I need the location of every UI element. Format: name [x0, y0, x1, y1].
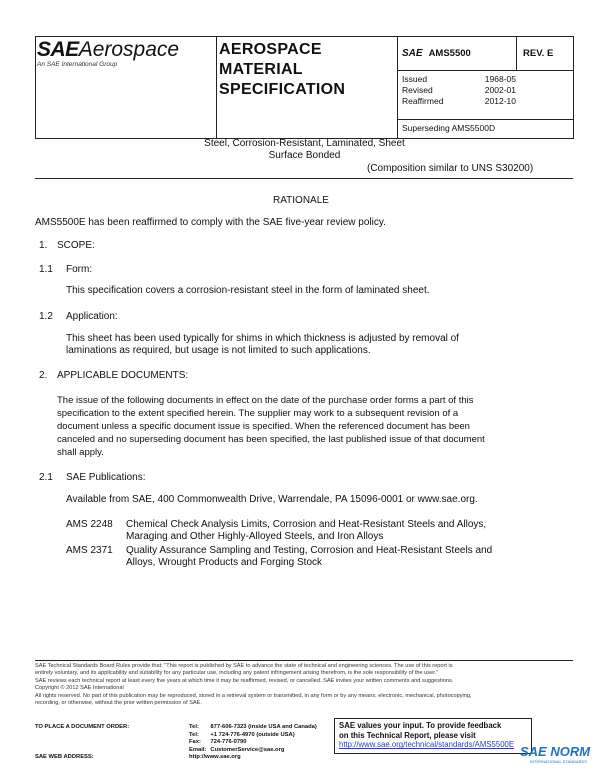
subject: Steel, Corrosion-Resistant, Laminated, Sheet Surface Bonded	[204, 138, 405, 161]
logo-light: Aerospace	[78, 38, 180, 61]
composition: (Composition similar to UNS S30200)	[367, 163, 534, 174]
order-info: TO PLACE A DOCUMENT ORDER: Tel: 877-606-7323 (inside USA and Canada) Tel: +1 724-776-4970 (outside USA) Fax: 724-776-0790 Email: CustomerService@sae.org SAE WEB ADDRESS: http://www.sae.org	[35, 724, 321, 762]
section-title: APPLICABLE DOCUMENTS:	[57, 370, 189, 381]
dates-block: Issued 1968-05 Revised 2002-01 Reaffirmed 2012-10	[402, 74, 516, 106]
subject-divider	[35, 178, 573, 179]
section-text: This sheet has been used typically for shims in which thickness is adjusted by removal of	[66, 333, 459, 344]
header-divider	[397, 36, 398, 138]
section-number: 1.1	[39, 264, 53, 275]
header-divider	[397, 119, 573, 120]
page-title: AEROSPACE MATERIAL SPECIFICATION	[219, 41, 346, 98]
header-divider	[397, 70, 573, 71]
section-title: Form:	[66, 264, 93, 275]
section-title: SCOPE:	[57, 240, 95, 251]
ref-title: Chemical Check Analysis Limits, Corrosion and Heat-Resistant Steels and Alloys,	[126, 519, 487, 530]
section-text: laminations as required, but usage is not limited to such applications.	[66, 345, 371, 356]
sae-aerospace-logo	[37, 38, 179, 62]
ams-number: SAE AMS5500	[402, 48, 471, 59]
sae-mark: SAE	[402, 48, 423, 59]
watermark-logo: SAE NORM	[520, 744, 591, 759]
section-number: 1.	[39, 240, 48, 251]
feedback-link[interactable]: http://www.sae.org/technical/standards/AMS5500E	[339, 740, 515, 750]
section-title: SAE Publications:	[66, 472, 146, 483]
ref-code: AMS 2248	[66, 519, 113, 530]
section-number: 2.	[39, 370, 48, 381]
section-number: 1.2	[39, 311, 53, 322]
ref-title: Maraging and Other Highly-Alloyed Steels, and Iron Alloys	[126, 531, 384, 542]
section-text: Available from SAE, 400 Commonwealth Drive, Warrendale, PA 15096-0001 or www.sae.org.	[66, 494, 478, 505]
section-paragraph: The issue of the following documents in effect on the date of the purchase order forms a part of this specification to the extent specified herein. The supplier may work to a subsequent revision of a document unless a specific document issue is specified. When the referenced document has been canceled and no superseding document has been specified, the last published issue of that document shall apply.	[57, 395, 485, 458]
logo-bold: SAE	[37, 38, 79, 61]
rationale-text: AMS5500E has been reaffirmed to comply with the SAE five-year review policy.	[35, 217, 386, 228]
ref-title: Quality Assurance Sampling and Testing, Corrosion and Heat-Resistant Steels and	[126, 545, 493, 556]
rationale-heading: RATIONALE	[273, 195, 329, 206]
header-divider	[516, 36, 517, 70]
ref-title: Alloys, Wrought Products and Forging Stock	[126, 557, 323, 568]
superseding: Superseding AMS5500D	[402, 123, 496, 133]
header-divider	[216, 36, 217, 138]
footer-divider	[35, 660, 573, 661]
web-address-link[interactable]: http://www.sae.org	[189, 754, 241, 760]
section-number: 2.1	[39, 472, 53, 483]
revision: REV. E	[523, 48, 554, 59]
section-title: Application:	[66, 311, 118, 322]
logo-subtitle: An SAE International Group	[37, 61, 118, 68]
footer-legal: SAE Technical Standards Board Rules provide that: "This report is published by SAE to advance the state of technical and engineering sciences. The use of this report is entirely voluntary, and its applicability and suitability for any particular use, including any patent infringement arising therefrom, is the sole responsibility of the user." SAE reviews each technical report at least every five years at which time it may be reaffirmed, revised, or cancelled. SAE invites your written comments and suggestions. Copyright © 2012 SAE International All rights reserved. No part of this publication may be reproduced, stored in a retrieval system or transmitted, in any form or by any means, electronic, mechanical, photocopying, recording, or otherwise, without the prior written permission of SAE.	[35, 663, 472, 707]
section-text: This specification covers a corrosion-resistant steel in the form of laminated sheet.	[66, 285, 430, 296]
ref-code: AMS 2371	[66, 545, 113, 556]
watermark-subtitle: INTERNATIONAL STANDARDS	[530, 759, 588, 764]
feedback-box: SAE values your input. To provide feedback on this Technical Report, please visit http://www.sae.org/technical/standards/AMS5500E	[334, 718, 532, 754]
